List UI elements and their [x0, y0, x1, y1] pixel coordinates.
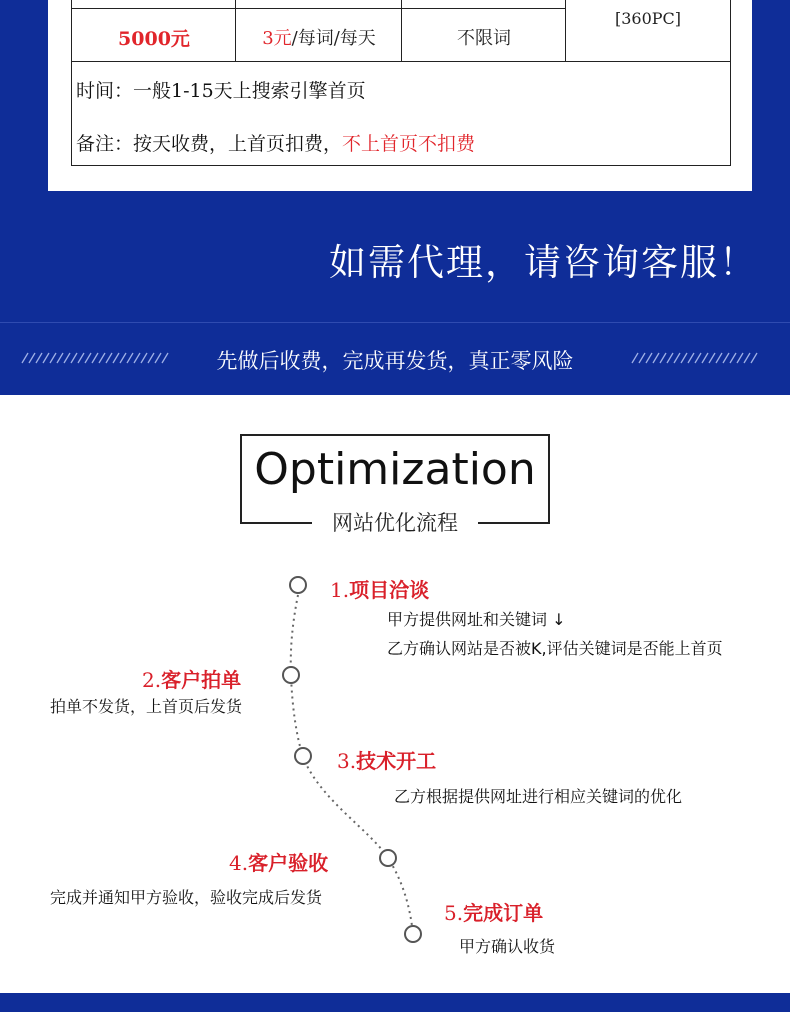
step-1-title: 1.项目洽谈 — [330, 578, 430, 602]
rate-number: 3元 — [262, 28, 292, 49]
step-5-title: 5.完成订单 — [444, 901, 544, 925]
step-2-title: 2.客户拍单 — [142, 668, 242, 692]
step-5-desc: 甲方确认收货 — [459, 937, 556, 956]
engine-label: [360PC] — [614, 9, 682, 28]
step-1-node-icon — [290, 577, 306, 593]
time-note: 时间：一般1-15天上搜索引擎首页 — [76, 80, 366, 102]
keywords-value: 不限词 — [457, 28, 511, 49]
remark-highlight: 不上首页不扣费 — [342, 133, 476, 155]
process-subtitle: 网站优化流程 — [312, 508, 478, 538]
step-4-node-icon — [380, 850, 396, 866]
step-3-desc: 乙方根据提供网址进行相应关键词的优化 — [394, 787, 683, 806]
step-2-node-icon — [283, 667, 299, 683]
next-section-banner — [0, 993, 790, 1012]
step-3-node-icon — [295, 748, 311, 764]
guarantee-text: 先做后收费，完成再发货，真正零风险 — [216, 349, 574, 373]
step-1-desc-line-1: 甲方提供网址和关键词 ↓ — [387, 610, 566, 629]
rate-unit: /每词/每天 — [291, 28, 376, 49]
agency-slogan: 如需代理，请咨询客服！ — [329, 241, 758, 284]
step-4-title: 4.客户验收 — [229, 851, 329, 875]
step-1-desc-line-2: 乙方确认网站是否被K,评估关键词是否能上首页 — [387, 639, 723, 658]
step-4-desc: 完成并通知甲方验收，验收完成后发货 — [50, 888, 323, 907]
step-2-desc: 拍单不发货，上首页后发货 — [50, 697, 243, 716]
step-5-node-icon — [405, 926, 421, 942]
price-value: 5000元 — [118, 28, 190, 50]
step-3-title: 3.技术开工 — [337, 749, 437, 773]
optimization-title: Optimization — [254, 444, 536, 495]
remark-prefix: 备注：按天收费，上首页扣费， — [76, 133, 343, 155]
